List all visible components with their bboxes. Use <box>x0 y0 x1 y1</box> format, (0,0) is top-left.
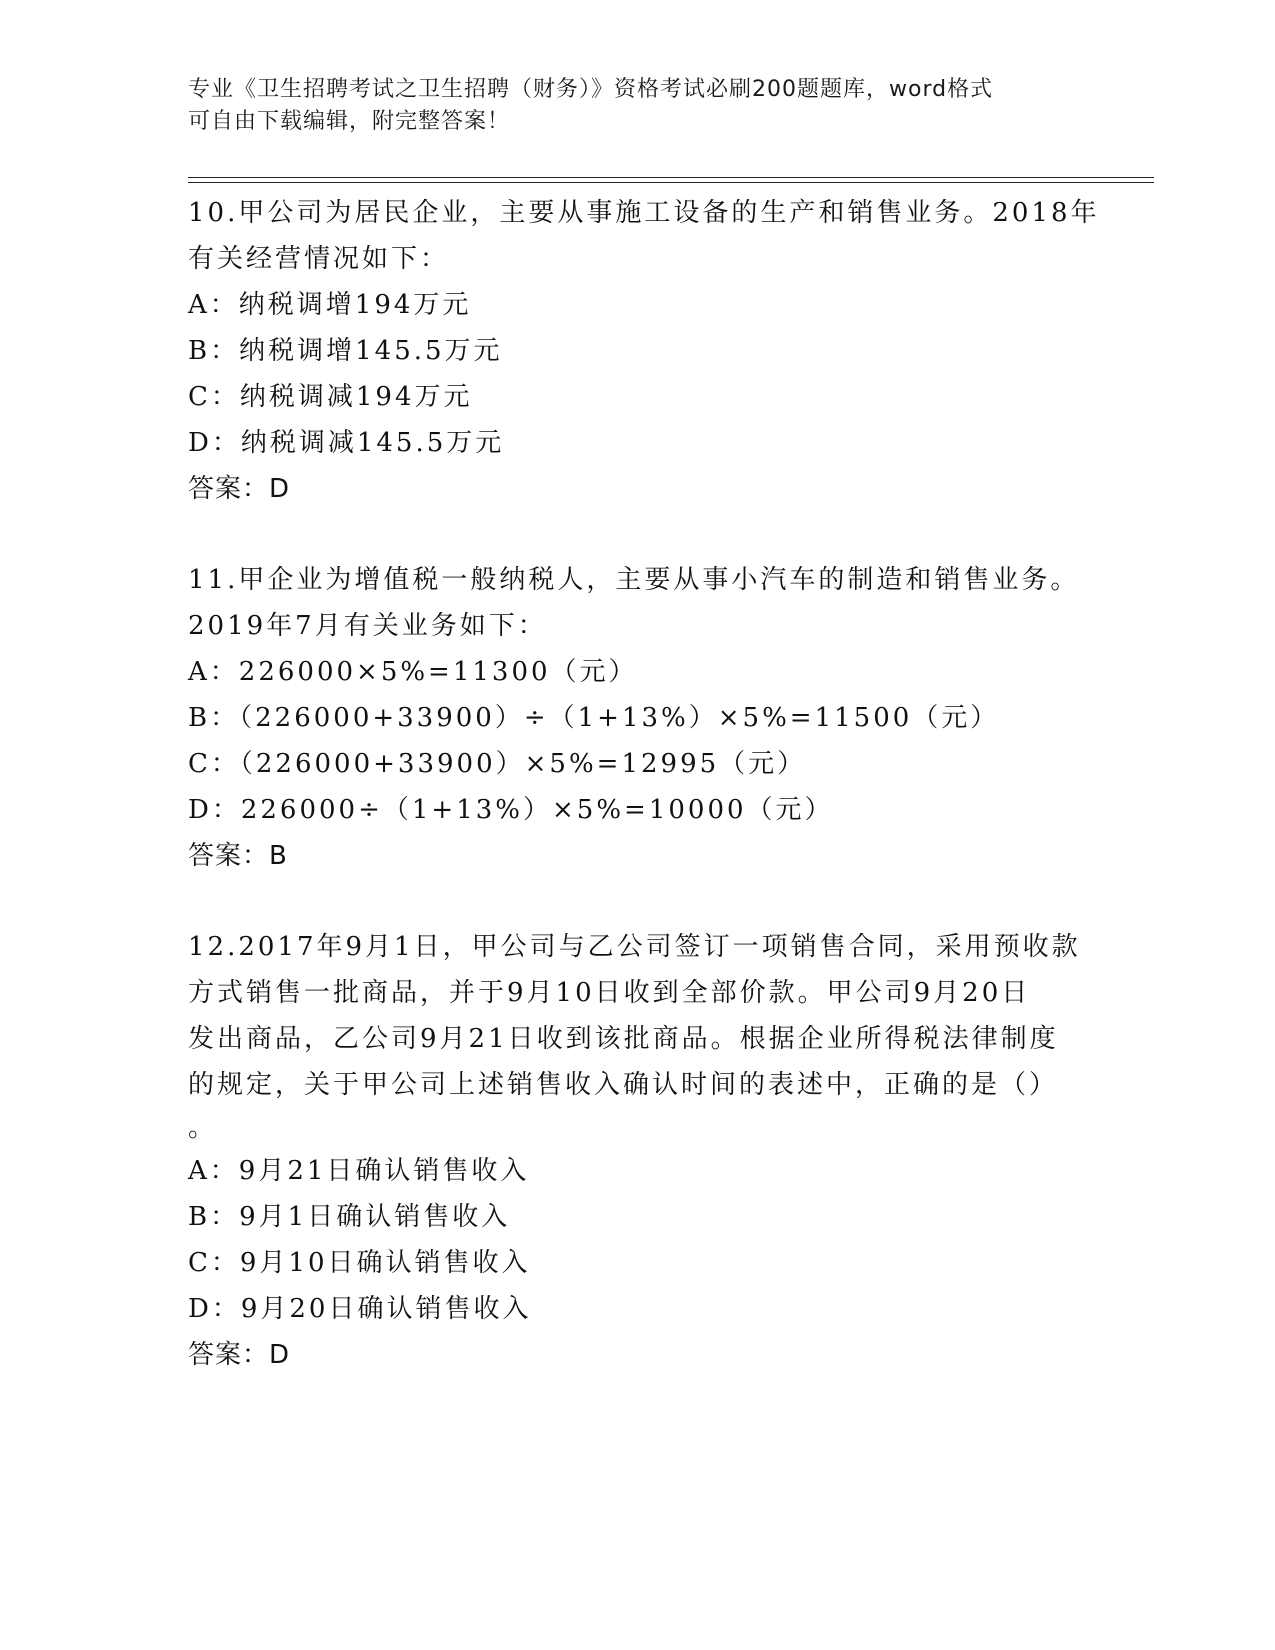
question-10 <box>188 190 1100 512</box>
answer-label: 答案：B <box>188 841 288 871</box>
header-divider-top <box>188 177 1154 178</box>
document-header <box>188 74 1068 138</box>
header-line-1: 专业《卫生招聘考试之卫生招聘（财务）》资格考试必刷200题题库，word格式 <box>188 77 994 102</box>
question-12 <box>188 924 1088 1378</box>
header-divider-bottom <box>188 182 1154 183</box>
question-stem: 的规定，关于甲公司上述销售收入确认时间的表述中，正确的是（） <box>188 1070 1059 1100</box>
question-stem: 方式销售一批商品，并于9月10日收到全部价款。甲公司9月20日 <box>188 978 1031 1008</box>
question-stem: 10.甲公司为居民企业，主要从事施工设备的生产和销售业务。2018年 <box>188 198 1100 228</box>
option-d: D：纳税调减145.5万元 <box>188 428 505 458</box>
question-list <box>188 190 1100 1423</box>
question-stem: 2019年7月有关业务如下： <box>188 611 547 641</box>
option-b: B：9月1日确认销售收入 <box>188 1202 511 1232</box>
option-b: B：（226000+33900）÷（1+13%）×5%=11500（元） <box>188 703 1000 733</box>
question-stem: 11.甲企业为增值税一般纳税人，主要从事小汽车的制造和销售业务。 <box>188 565 1080 595</box>
answer-label: 答案：D <box>188 1340 291 1370</box>
option-a: A：纳税调增194万元 <box>188 290 472 320</box>
question-11 <box>188 557 1088 879</box>
question-stem: 发出商品，乙公司9月21日收到该批商品。根据企业所得税法律制度 <box>188 1024 1059 1054</box>
header-line-2: 可自由下载编辑，附完整答案！ <box>188 109 511 134</box>
answer-label: 答案：D <box>188 474 291 504</box>
option-c: C：9月10日确认销售收入 <box>188 1248 531 1278</box>
question-stem: 12.2017年9月1日，甲公司与乙公司签订一项销售合同，采用预收款 <box>188 932 1081 962</box>
question-stem: 有关经营情况如下： <box>188 244 450 274</box>
option-d: D：226000÷（1+13%）×5%=10000（元） <box>188 795 834 825</box>
option-c: C：（226000+33900）×5%=12995（元） <box>188 749 807 779</box>
option-b: B：纳税调增145.5万元 <box>188 336 503 366</box>
option-a: A：226000×5%=11300（元） <box>188 657 638 687</box>
option-c: C：纳税调减194万元 <box>188 382 473 412</box>
option-d: D：9月20日确认销售收入 <box>188 1294 532 1324</box>
option-a: A：9月21日确认销售收入 <box>188 1156 530 1186</box>
question-stem: 。 <box>188 1113 215 1143</box>
